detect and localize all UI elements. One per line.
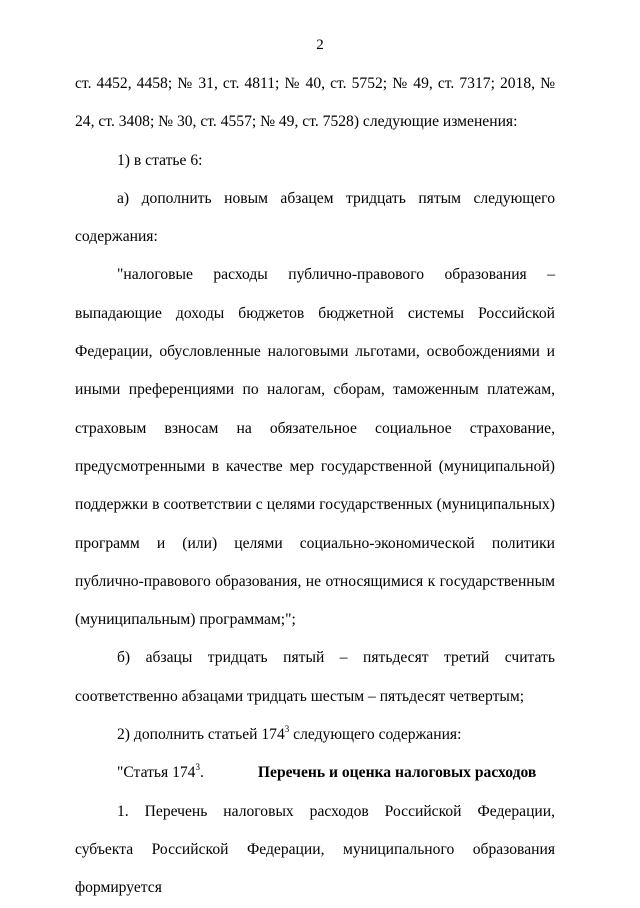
page-number: 2 (316, 37, 324, 53)
paragraph-clause-1: 1. Перечень налоговых расходов Российской Федерации, субъекта Российской Федерации, муниципального образования формируется (75, 802, 555, 897)
article-label: "Статья 174 (117, 764, 196, 782)
paragraph-item-2-text: 2) дополнить статьей 174 (117, 726, 285, 744)
paragraph-item-2-text-end: следующего содержания: (289, 726, 462, 744)
paragraph-item-a: а) дополнить новым абзацем тридцать пятым следующего содержания: (75, 189, 555, 246)
article-superscript: 3 (195, 762, 200, 773)
article-heading (75, 754, 555, 792)
paragraph-item-1: 1) в статье 6: (117, 151, 203, 169)
article-label-dot: . (199, 764, 204, 782)
paragraph-definition: "налоговые расходы публично-правового образования – выпадающие доходы бюджетов бюджетной системы Российской Федерации, обусловленные налоговыми льготами, освобождениями и иными преференциями по налогам, сборам, таможенным платежам, страховым взносам на обязательное социальное страхование, предусмотренными в качестве мер государственной (муниципальной) поддержки в соответствии с целями государственных (муниципальных) программ и (или) целями социально-экономической политики публично-правового образования, не относящимися к государственным (муниципальным) программам;"; (75, 266, 555, 629)
paragraph-item-b: б) абзацы тридцать пятый – пятьдесят третий считать соответственно абзацами тридцать шестым – пятьдесят четвертым; (75, 649, 555, 705)
paragraph-continuation: ст. 4452, 4458; № 31, ст. 4811; № 40, ст. 5752; № 49, ст. 7317; 2018, № 24, ст. 3408; № 30, ст. 4557; № 49, ст. 7528) следующие изменения: (75, 75, 555, 131)
paragraph-item-2 (75, 716, 555, 754)
superscript: 3 (284, 723, 290, 734)
document-body (75, 65, 555, 908)
article-title: Перечень и оценка налоговых расходов (257, 764, 537, 782)
